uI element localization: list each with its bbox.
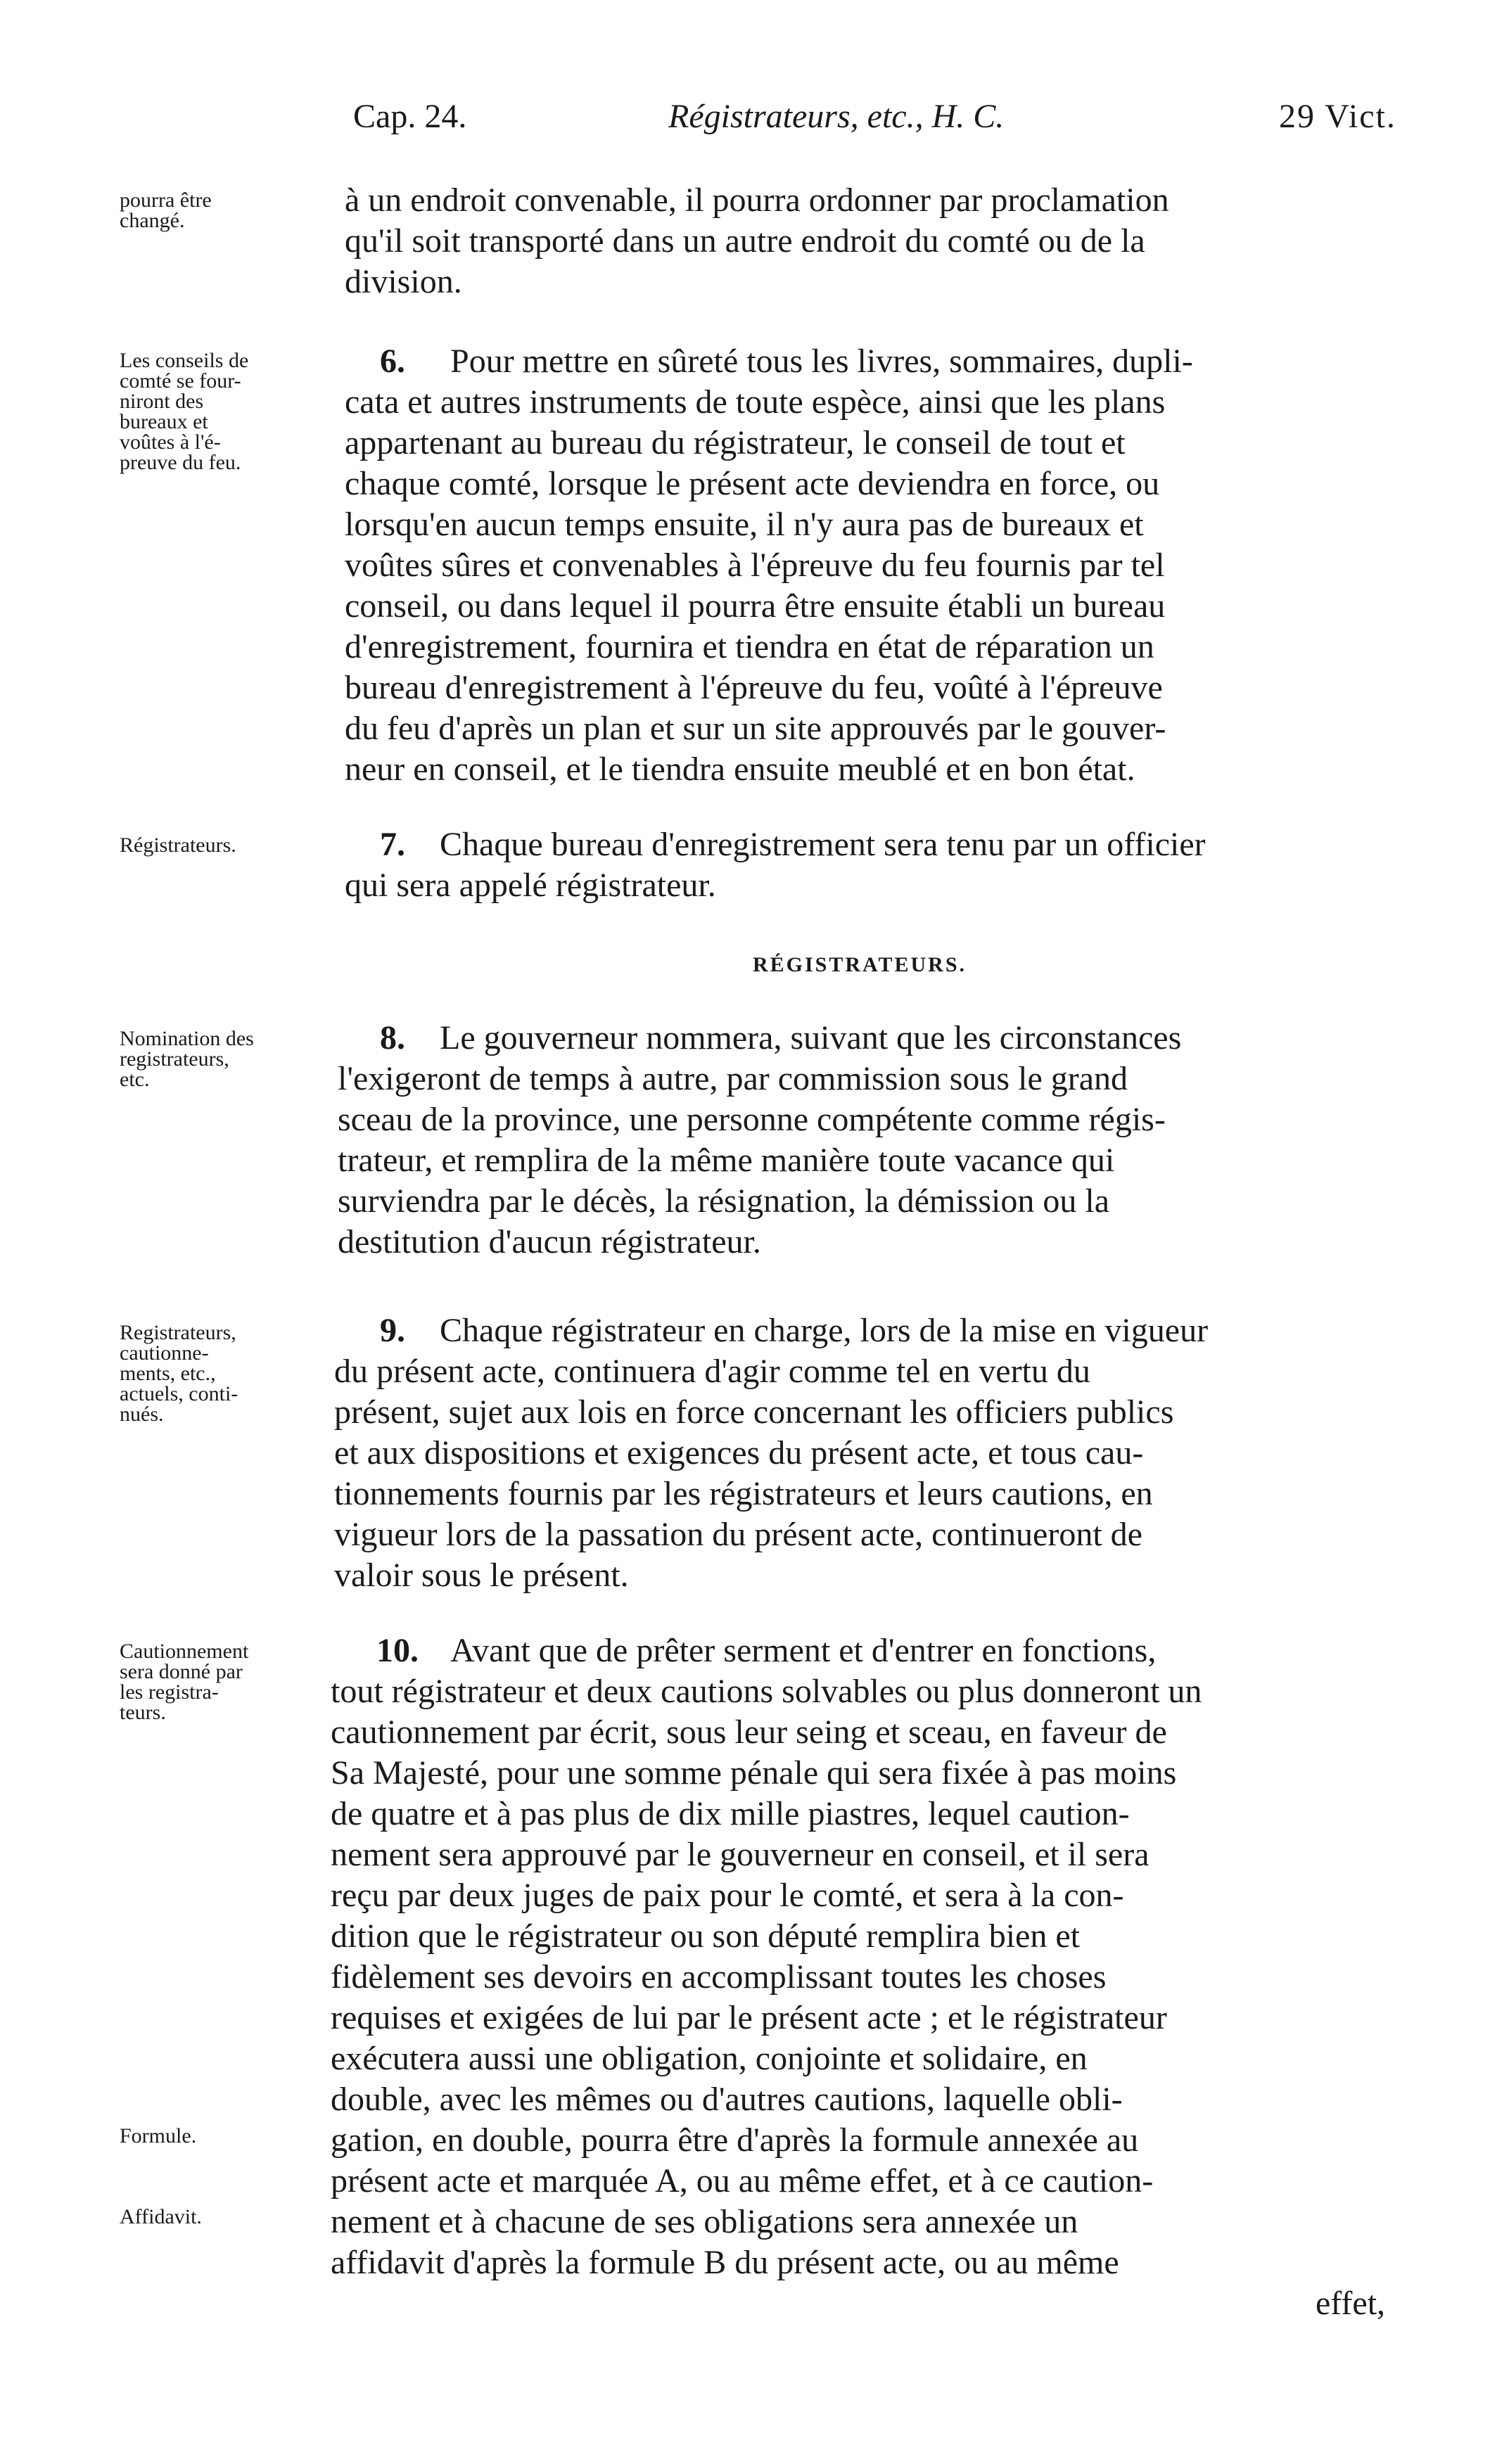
- section-number-8: 8.: [380, 1019, 405, 1057]
- text-line: appartenant au bureau du régistrateur, le conseil de tout et: [345, 424, 1126, 461]
- text-line: cautionnement par écrit, sous leur seing et sceau, en faveur de: [331, 1713, 1167, 1751]
- margin-note-formule: Formule.: [120, 2124, 197, 2147]
- section-heading: RÉGISTRATEURS.: [753, 953, 967, 976]
- text-line: présent acte et marquée A, ou au même effet, et à ce caution-: [331, 2162, 1154, 2200]
- text-line: division.: [345, 263, 462, 300]
- text-line: voûtes sûres et convenables à l'épreuve du feu fournis par tel: [345, 547, 1165, 584]
- text-line: d'enregistrement, fournira et tiendra en état de réparation un: [345, 628, 1154, 665]
- text-line: tionnements fournis par les régistrateurs et leurs cautions, en: [334, 1475, 1153, 1512]
- text-line: l'exigeront de temps à autre, par commission sous le grand: [338, 1060, 1128, 1097]
- text-line: valoir sous le présent.: [334, 1557, 629, 1594]
- text-line: Chaque régistrateur en charge, lors de la mise en vigueur: [440, 1312, 1209, 1349]
- catchword: effet,: [1316, 2285, 1386, 2322]
- text-line: affidavit d'après la formule B du présent acte, ou au même: [331, 2244, 1119, 2281]
- text-line: requises et exigées de lui par le présent acte ; et le régistrateur: [331, 1999, 1167, 2036]
- text-line: surviendra par le décès, la résignation, la démission ou la: [338, 1182, 1109, 1220]
- text-line: Sa Majesté, pour une somme pénale qui sera fixée à pas moins: [331, 1754, 1177, 1792]
- text-line: présent, sujet aux lois en force concernant les officiers publics: [334, 1393, 1174, 1431]
- text-line: de quatre et à pas plus de dix mille piastres, lequel caution-: [331, 1795, 1130, 1832]
- margin-note-cautionnement: Cautionnement sera donné par les registra- teurs.: [120, 1640, 249, 1724]
- regnal-year: 29 Vict.: [1279, 98, 1396, 135]
- margin-note-pourra-etre-change: pourra être changé.: [120, 189, 212, 232]
- text-line: bureau d'enregistrement à l'épreuve du feu, voûté à l'épreuve: [345, 669, 1163, 706]
- margin-note-registrateurs: Régistrateurs.: [120, 834, 236, 857]
- text-line: conseil, ou dans lequel il pourra être ensuite établi un bureau: [345, 587, 1166, 625]
- text-line: du présent acte, continuera d'agir comme tel en vertu du: [334, 1353, 1090, 1390]
- section-number-9: 9.: [380, 1312, 405, 1349]
- text-line: destitution d'aucun régistrateur.: [338, 1223, 761, 1260]
- running-title: Régistrateurs, etc., H. C.: [668, 98, 1005, 135]
- text-line: Avant que de prêter serment et d'entrer en fonctions,: [450, 1632, 1157, 1669]
- text-line: Chaque bureau d'enregistrement sera tenu par un officier: [440, 826, 1206, 863]
- text-line: et aux dispositions et exigences du présent acte, et tous cau-: [334, 1434, 1144, 1472]
- text-line: nement et à chacune de ses obligations sera annexée un: [331, 2203, 1078, 2240]
- text-line: qu'il soit transporté dans un autre endroit du comté ou de la: [345, 222, 1145, 260]
- text-line: cata et autres instruments de toute espèce, ainsi que les plans: [345, 383, 1166, 421]
- margin-note-affidavit: Affidavit.: [120, 2205, 202, 2228]
- text-line: du feu d'après un plan et sur un site approuvés par le gouver-: [345, 710, 1166, 747]
- section-number-10: 10.: [376, 1632, 419, 1669]
- text-line: Le gouverneur nommera, suivant que les circonstances: [440, 1019, 1182, 1057]
- text-line: sceau de la province, une personne compétente comme régis-: [338, 1101, 1166, 1138]
- text-line: gation, en double, pourra être d'après la formule annexée au: [331, 2121, 1139, 2159]
- margin-note-nomination: Nomination des registrateurs, etc.: [120, 1027, 254, 1091]
- section-number-6: 6.: [380, 343, 405, 380]
- text-line: dition que le régistrateur ou son député remplira bien et: [331, 1917, 1080, 1955]
- section-number-7: 7.: [380, 826, 405, 863]
- chapter-number: Cap. 24.: [353, 98, 467, 135]
- text-line: reçu par deux juges de paix pour le comté, et sera à la con-: [331, 1877, 1124, 1914]
- text-line: nement sera approuvé par le gouverneur en conseil, et il sera: [331, 1836, 1150, 1873]
- text-line: qui sera appelé régistrateur.: [345, 867, 716, 904]
- text-line: chaque comté, lorsque le présent acte deviendra en force, ou: [345, 465, 1160, 502]
- text-line: lorsqu'en aucun temps ensuite, il n'y aura pas de bureaux et: [345, 506, 1144, 543]
- text-line: double, avec les mêmes ou d'autres cautions, laquelle obli-: [331, 2081, 1123, 2118]
- margin-note-conseils-de-comte: Les conseils de comté se four- niront des bureaux et voûtes à l'é- preuve du feu.: [120, 349, 249, 474]
- text-line: à un endroit convenable, il pourra ordonner par proclamation: [345, 181, 1169, 219]
- text-line: Pour mettre en sûreté tous les livres, sommaires, dupli-: [450, 343, 1193, 380]
- text-line: fidèlement ses devoirs en accomplissant toutes les choses: [331, 1958, 1107, 1996]
- text-line: neur en conseil, et le tiendra ensuite meublé et en bon état.: [345, 751, 1135, 788]
- text-line: trateur, et remplira de la même manière toute vacance qui: [338, 1142, 1115, 1179]
- text-line: tout régistrateur et deux cautions solvables ou plus donneront un: [331, 1673, 1202, 1710]
- text-line: vigueur lors de la passation du présent acte, continueront de: [334, 1516, 1142, 1553]
- margin-note-cautionnements-actuels: Registrateurs, cautionne- ments, etc., actuels, conti- nués.: [120, 1321, 238, 1426]
- text-line: exécutera aussi une obligation, conjointe et solidaire, en: [331, 2040, 1088, 2077]
